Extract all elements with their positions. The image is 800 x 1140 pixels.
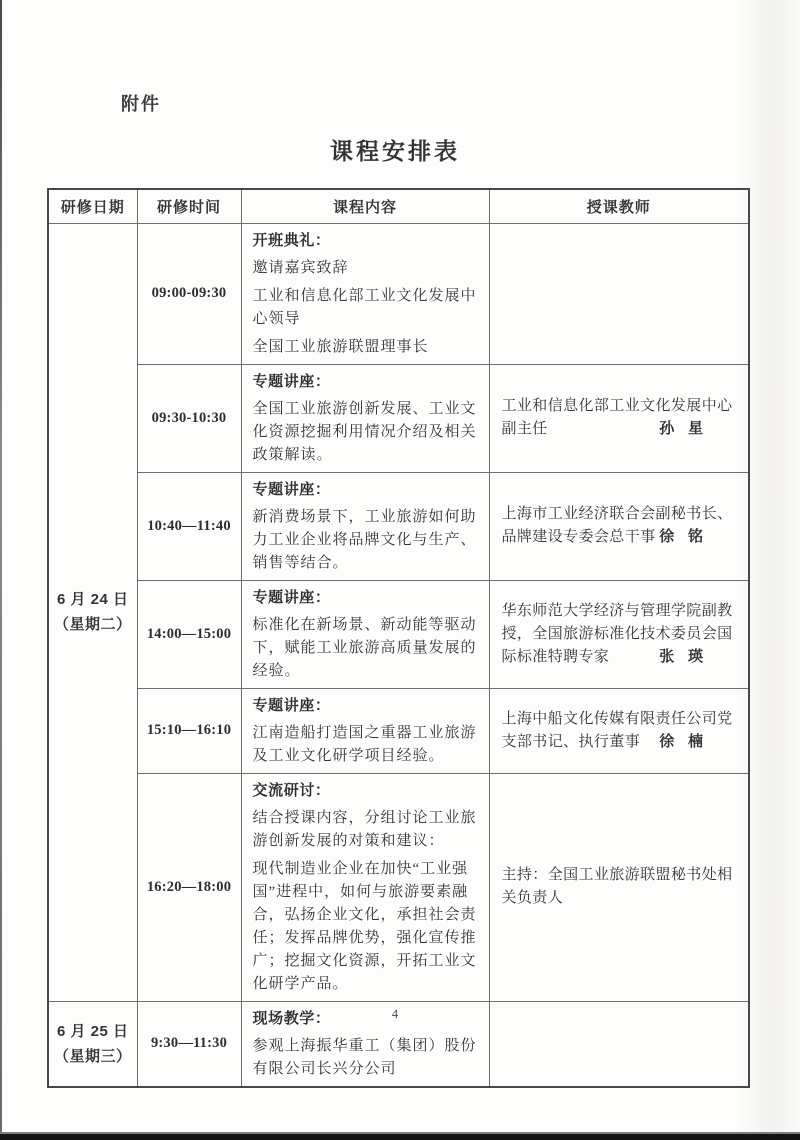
page-bottom-edge xyxy=(0,1132,800,1140)
date-line: 6 月 25 日 xyxy=(56,1022,129,1040)
header-course-content: 课程内容 xyxy=(241,189,489,223)
table-row xyxy=(48,688,749,773)
schedule-table xyxy=(47,188,750,1088)
teacher-info xyxy=(502,708,737,754)
content-title: 专题讲座： xyxy=(252,696,331,714)
content-paragraph: 参观上海振华重工（集团）股份有限公司长兴分公司 xyxy=(252,1037,477,1077)
table-row xyxy=(48,472,749,580)
teacher-name: 张 瑛 xyxy=(659,648,704,665)
content-cell xyxy=(241,688,489,773)
table-row xyxy=(48,223,749,364)
table-row xyxy=(48,773,749,1001)
content-cell xyxy=(241,364,489,472)
header-teacher: 授课教师 xyxy=(489,189,749,223)
teacher-title: 主持：全国工业旅游联盟秘书处相关负责人 xyxy=(501,867,733,906)
date-line: 6 月 24 日 xyxy=(56,591,129,608)
teacher-name: 孙 星 xyxy=(659,421,704,437)
content-title: 开班典礼： xyxy=(252,231,331,249)
table-row xyxy=(48,580,749,688)
teacher-title: 上海市工业经济联合会副秘书长、品牌建设专委会总干事 xyxy=(501,506,733,545)
content-cell xyxy=(241,472,489,580)
time-cell: 10:40—11:40 xyxy=(137,472,241,580)
teacher-info xyxy=(502,395,737,441)
time-cell: 09:00-09:30 xyxy=(137,223,241,364)
teacher-info xyxy=(502,600,737,669)
teacher-title: 上海中船文化传媒有限责任公司党支部书记、执行董事 xyxy=(501,710,733,750)
date-weekday-line: （星期三） xyxy=(53,1047,132,1065)
content-paragraph: 全国工业旅游创新发展、工业文化资源挖掘利用情况介绍及相关政策解读。 xyxy=(252,400,477,463)
teacher-cell xyxy=(489,773,749,1001)
content-cell xyxy=(241,223,489,364)
time-cell: 15:10—16:10 xyxy=(137,688,241,773)
table-header-row xyxy=(48,189,749,223)
content-title: 专题讲座： xyxy=(252,588,331,606)
content-title: 专题讲座： xyxy=(252,480,331,498)
content-title: 现场教学： xyxy=(252,1009,331,1027)
time-cell: 9:30—11:30 xyxy=(137,1001,241,1087)
teacher-title: 华东师范大学经济与管理学院副教授，全国旅游标准化技术委员会国际标准特聘专家 xyxy=(501,602,733,665)
page-number: 4 xyxy=(391,1007,399,1021)
teacher-cell xyxy=(489,223,749,364)
teacher-cell xyxy=(489,472,749,580)
teacher-cell xyxy=(489,580,749,688)
time-cell: 14:00—15:00 xyxy=(137,580,241,688)
teacher-name: 徐 铭 xyxy=(659,529,704,545)
content-cell xyxy=(241,580,489,688)
teacher-title: 工业和信息化部工业文化发展中心副主任 xyxy=(501,398,733,437)
date-cell-june24 xyxy=(48,223,137,1001)
teacher-name: 徐 楠 xyxy=(659,733,704,750)
date-weekday-line: （星期二） xyxy=(53,616,132,633)
content-cell xyxy=(241,773,489,1001)
content-paragraph: 现代制造业企业在加快“工业强国”进程中，如何与旅游要素融合，弘扬企业文化，承担社会责任；发挥品牌优势，强化宣传推广；挖掘文化资源，开拓工业文化研学产品。 xyxy=(252,860,477,992)
content-paragraph: 邀请嘉宾致辞 xyxy=(252,259,349,276)
content-paragraph: 新消费场景下，工业旅游如何助力工业企业将品牌文化与生产、销售等结合。 xyxy=(252,508,477,571)
content-title: 专题讲座： xyxy=(252,372,331,390)
attachment-label: 附件 xyxy=(121,94,161,114)
time-cell: 09:30-10:30 xyxy=(137,364,241,472)
time-cell: 16:20—18:00 xyxy=(137,773,241,1001)
teacher-cell xyxy=(489,688,749,773)
table-row xyxy=(48,364,749,472)
content-paragraph: 标准化在新场景、新动能等驱动下，赋能工业旅游高质量发展的经验。 xyxy=(252,616,477,679)
document-title: 课程安排表 xyxy=(330,138,460,164)
content-paragraph: 全国工业旅游联盟理事长 xyxy=(252,338,429,355)
teacher-info xyxy=(502,864,737,910)
content-paragraph: 工业和信息化部工业文化发展中心领导 xyxy=(252,287,477,327)
teacher-cell xyxy=(489,364,749,472)
content-paragraph: 江南造船打造国之重器工业旅游及工业文化研学项目经验。 xyxy=(252,724,477,764)
header-study-date: 研修日期 xyxy=(48,189,137,223)
content-title: 交流研讨： xyxy=(252,781,331,799)
content-paragraph: 结合授课内容，分组讨论工业旅游创新发展的对策和建议： xyxy=(252,809,477,849)
header-study-time: 研修时间 xyxy=(137,189,241,223)
page-left-edge xyxy=(0,0,2,1140)
teacher-info xyxy=(502,503,737,549)
